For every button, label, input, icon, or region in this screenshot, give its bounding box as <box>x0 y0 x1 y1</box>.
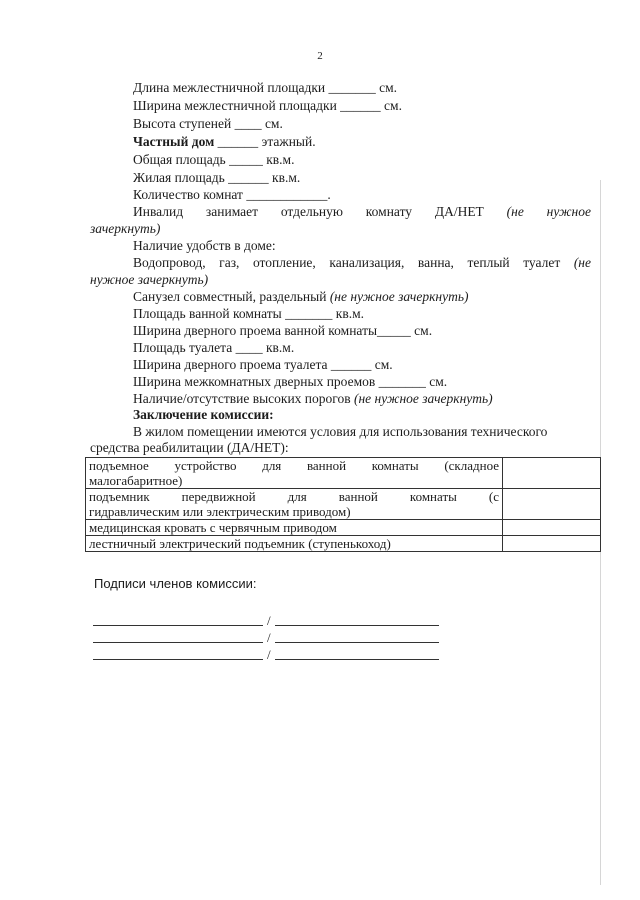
table-cell-label <box>86 520 503 536</box>
name-field <box>275 659 439 660</box>
signature-slash: / <box>267 630 271 645</box>
table-cell-value <box>503 536 601 552</box>
amenities-note: (не <box>573 255 591 270</box>
line-private-house <box>133 134 316 150</box>
line-amenities-heading: Наличие удобств в доме: <box>133 238 276 253</box>
table-cell-label <box>86 536 503 552</box>
bathroom-type-text: Санузел совместный, раздельный <box>133 289 327 304</box>
signature-line <box>93 612 439 626</box>
line-conditions-cont: средства реабилитации (ДА/НЕТ): <box>90 440 289 455</box>
row-text-line: подъемное устройство для ванной комнаты (складное <box>89 458 499 473</box>
signature-line <box>93 629 439 643</box>
separate-room-text: Инвалид занимает отдельную комнату ДА/НЕТ <box>133 204 484 219</box>
line-separate-room-cont: зачеркнуть) <box>90 221 161 236</box>
row-text-line: медицинская кровать с червячным приводом <box>89 520 337 535</box>
row-text-line: малогабаритное) <box>89 473 183 488</box>
table-cell-value <box>503 489 601 520</box>
row-text-line: подъемник передвижной для ванной комнаты (с <box>89 489 499 504</box>
signature-slash: / <box>267 613 271 628</box>
line-landing-length: Длина межлестничной площадки _______ см. <box>133 80 398 95</box>
line-amenities-cont: нужное зачеркнуть) <box>90 272 209 287</box>
line-interior-doors: Ширина межкомнатных дверных проемов _______ см. <box>133 374 448 389</box>
line-thresholds <box>133 391 493 407</box>
table-row <box>86 520 601 536</box>
signature-field <box>93 642 263 643</box>
line-room-count: Количество комнат ____________. <box>133 187 331 202</box>
thresholds-note: (не нужное зачеркнуть) <box>353 391 493 406</box>
table-cell-value <box>503 458 601 489</box>
name-field <box>275 625 439 626</box>
private-house-label: Частный дом <box>133 134 215 149</box>
bathroom-type-note: (не нужное зачеркнуть) <box>329 289 469 304</box>
line-landing-width: Ширина межлестничной площадки ______ см. <box>133 98 402 113</box>
line-bathroom-door: Ширина дверного проема ванной комнаты_____ см. <box>133 323 433 338</box>
line-step-height: Высота ступеней ____ см. <box>133 116 283 131</box>
line-bathroom-area: Площадь ванной комнаты _______ кв.м. <box>133 306 364 321</box>
separate-room-note: (не нужное <box>506 204 591 219</box>
table-cell-label <box>86 458 503 489</box>
row-text-line: гидравлическим или электрическим приводом) <box>89 504 351 519</box>
line-separate-room <box>133 204 591 220</box>
table-row <box>86 536 601 552</box>
table-cell-value <box>503 520 601 536</box>
signatures-title: Подписи членов комиссии: <box>94 576 257 591</box>
line-toilet-door: Ширина дверного проема туалета ______ см. <box>133 357 393 372</box>
line-amenities-list <box>133 255 591 271</box>
table-row <box>86 458 601 489</box>
line-toilet-area: Площадь туалета ____ кв.м. <box>133 340 295 355</box>
line-living-area: Жилая площадь ______ кв.м. <box>133 170 301 185</box>
line-conditions: В жилом помещении имеются условия для использования технического <box>133 424 548 439</box>
commission-conclusion-heading: Заключение комиссии: <box>133 407 274 422</box>
amenities-text: Водопровод, газ, отопление, канализация, ванна, теплый туалет <box>133 255 561 270</box>
row-text-line: лестничный электрический подъемник (ступенькоход) <box>89 536 391 551</box>
signature-field <box>93 659 263 660</box>
page-number: 2 <box>317 50 323 62</box>
table-cell-label <box>86 489 503 520</box>
thresholds-text: Наличие/отсутствие высоких порогов <box>133 391 351 406</box>
rehab-equipment-table <box>85 457 601 552</box>
table-row <box>86 489 601 520</box>
private-house-floors: ______ этажный. <box>214 134 316 149</box>
name-field <box>275 642 439 643</box>
signature-line <box>93 646 439 660</box>
line-total-area: Общая площадь _____ кв.м. <box>133 152 295 167</box>
signature-field <box>93 625 263 626</box>
signature-slash: / <box>267 647 271 662</box>
line-bathroom-type <box>133 289 469 305</box>
